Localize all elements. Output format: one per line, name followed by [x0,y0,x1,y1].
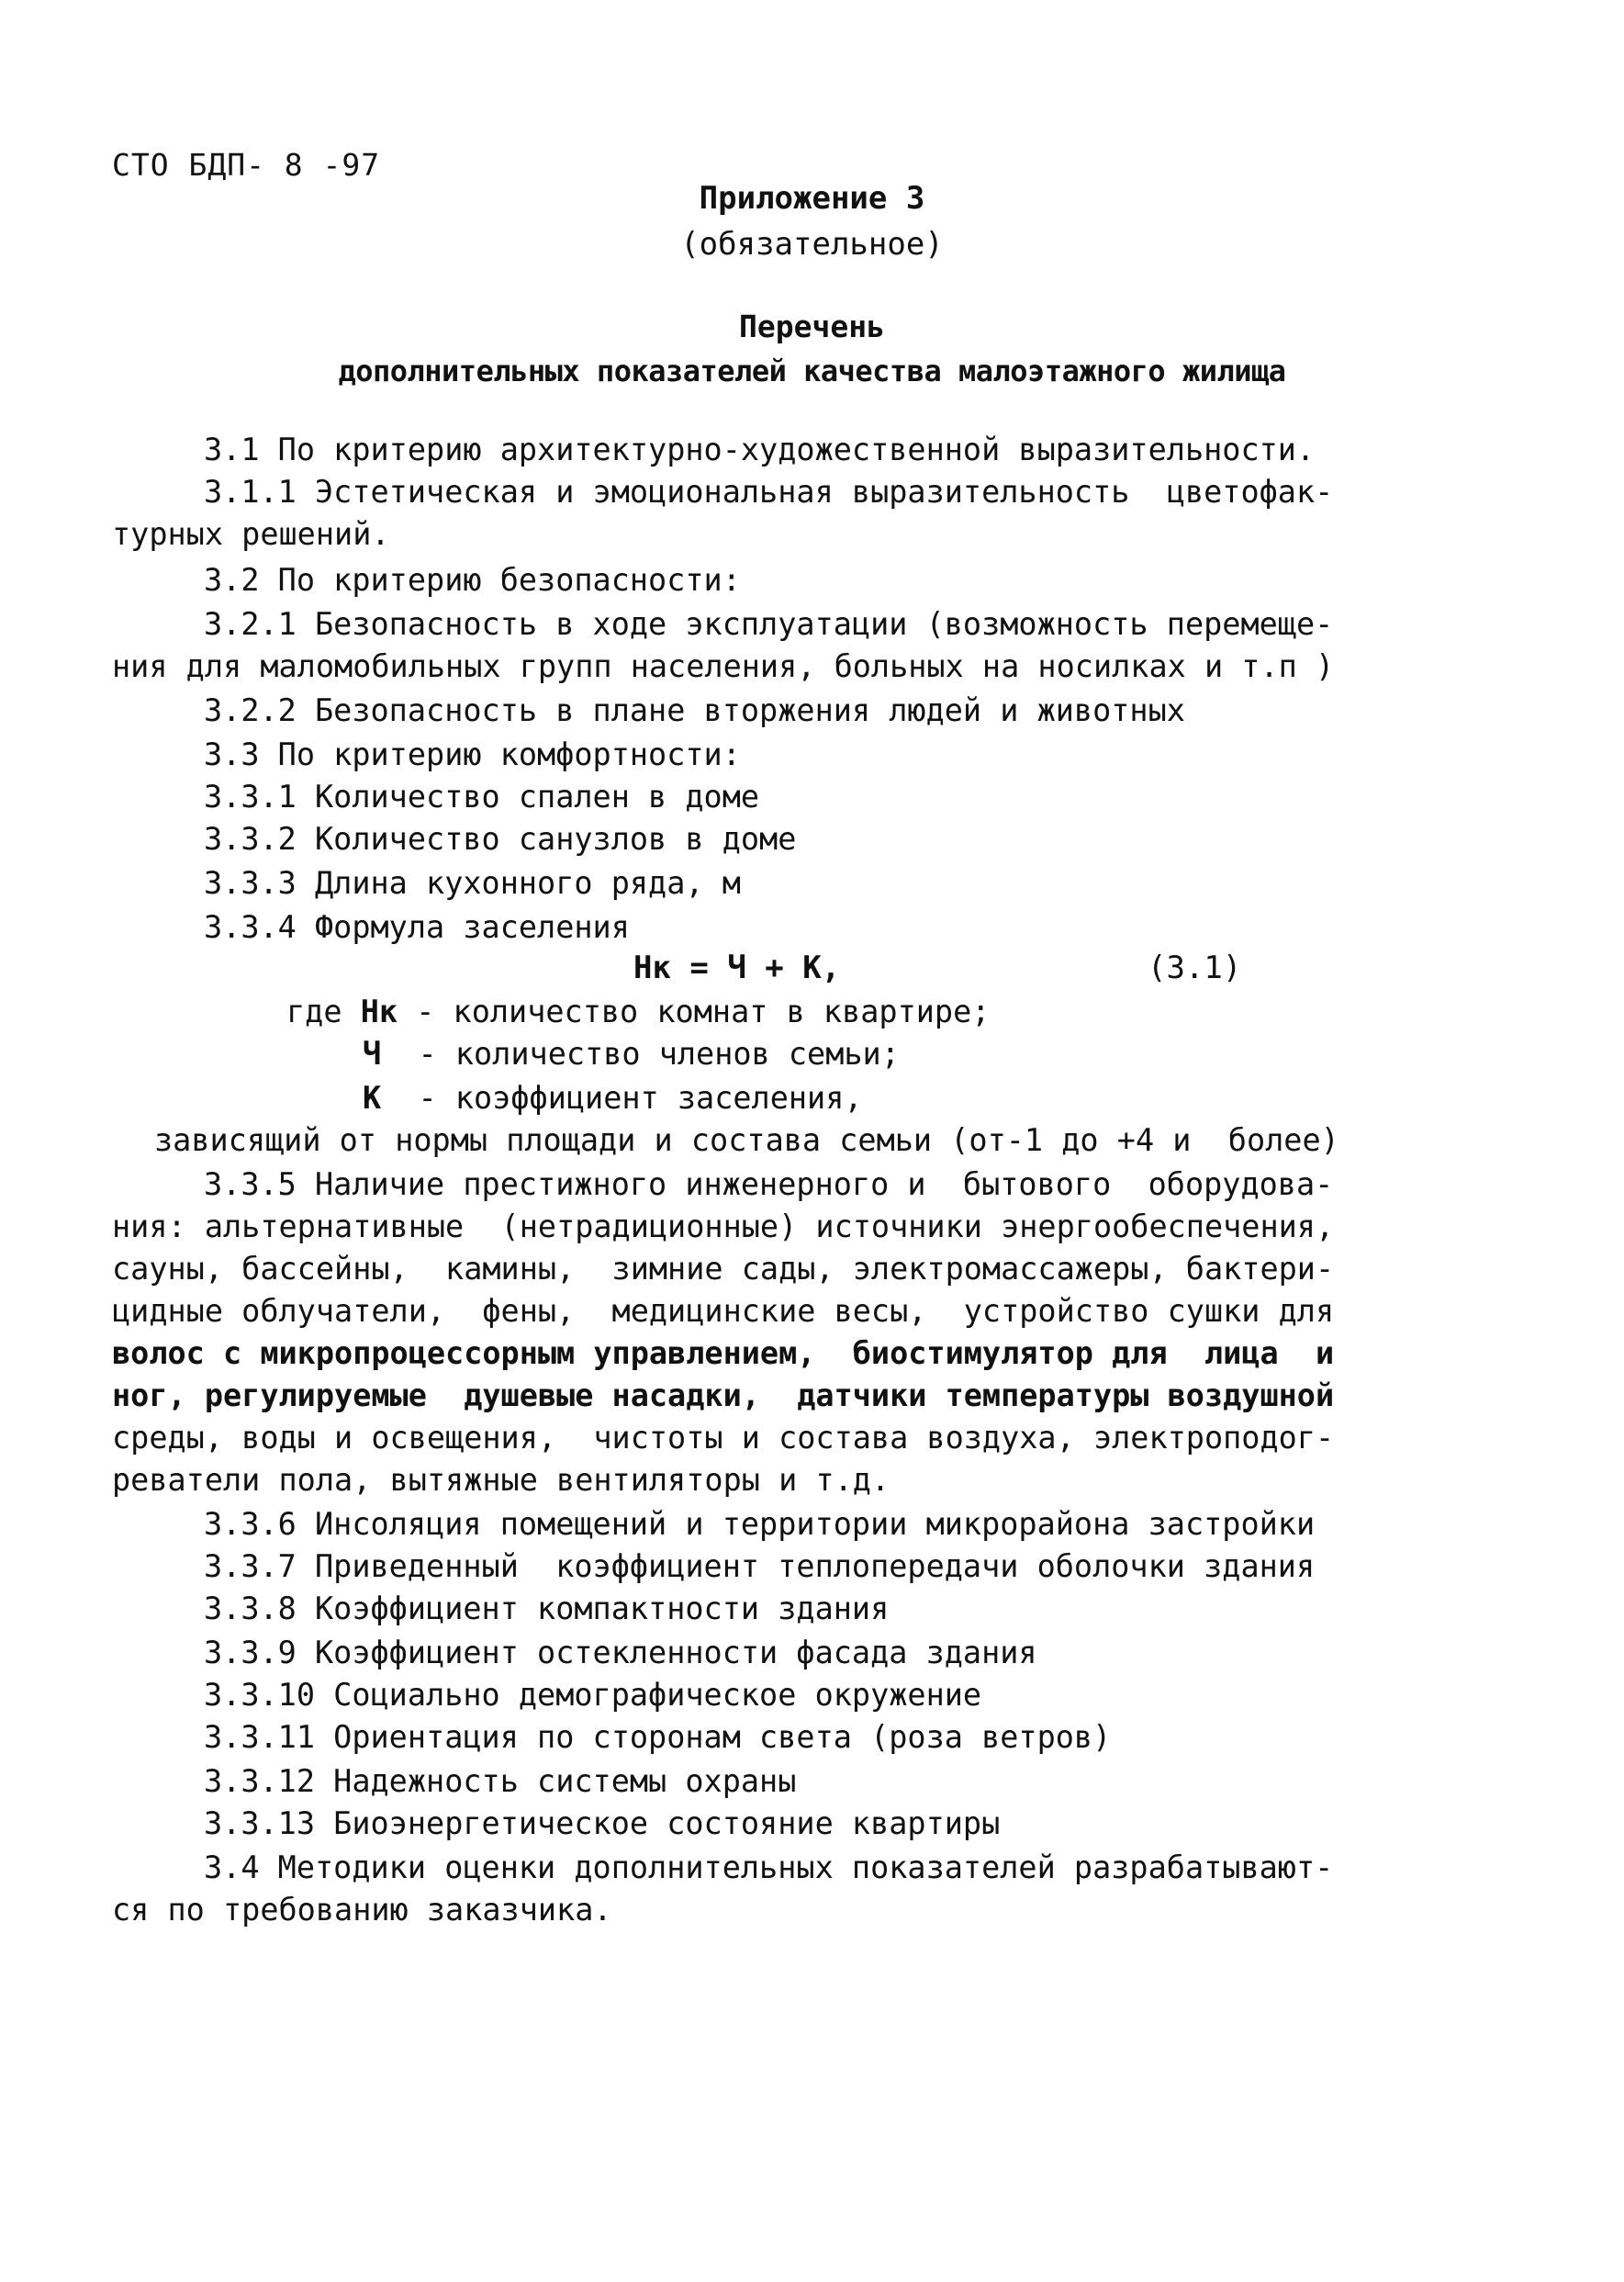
body-line: 3.1 По критерию архитектурно-художественной выразительности. [204,432,1316,467]
body-line: 3.3.2 Количество санузлов в доме [204,821,797,857]
body-line: 3.3.7 Приведенный коэффициент теплопередачи оболочки здания [204,1548,1316,1584]
body-line: ния для маломобильных групп населения, больных на носилках и т.п ) [112,648,1335,684]
where-line-1 [286,994,990,1030]
body-line: 3.2.2 Безопасность в плане вторжения людей и животных [204,692,1185,728]
body-line: реватели пола, вытяжные вентиляторы и т.д. [112,1462,890,1498]
body-line: 3.3.4 Формула заселения [204,909,630,945]
body-line: 3.3.9 Коэффициент остекленности фасада здания [204,1635,1037,1670]
body-line: среды, воды и освещения, чистоты и состава воздуха, электроподог- [112,1420,1335,1456]
body-line: 3.3.13 Биоэнергетическое состояние квартиры [204,1805,1001,1841]
body-line: сауны, бассейны, камины, зимние сады, электромассажеры, бактери- [112,1251,1335,1287]
body-line: ся по требованию заказчика. [112,1892,612,1928]
body-line: 3.2 По критерию безопасности: [204,562,741,598]
body-line: 3.3.10 Социально демографическое окружение [204,1677,982,1713]
body-line: 3.2.1 Безопасность в ходе эксплуатации (возможность перемеще- [204,606,1334,642]
body-line: ния: альтернативные (нетрадиционные) источники энергообеспечения, [112,1208,1335,1244]
where-symbol: К [363,1080,382,1116]
list-subtitle: дополнительных показателей качества малоэтажного жилища [338,354,1286,388]
appendix-subtitle: (обязательное) [680,226,944,263]
where-symbol: Нк [360,994,398,1029]
body-line: 3.3.6 Инсоляция помещений и территории микрорайона застройки [204,1506,1316,1542]
body-line: 3.3.3 Длина кухонного ряда, м [204,865,741,901]
body-line: 3.3.1 Количество спален в доме [204,779,760,815]
formula-number: (3.1) [1148,950,1242,986]
body-line: 3.1.1 Эстетическая и эмоциональная выразительность цветофак- [204,474,1334,510]
formula: Нк = Ч + К, [633,950,841,986]
body-line: зависящий от нормы площади и состава семьи (от-1 до +4 и более) [154,1122,1339,1158]
where-prefix: где [286,994,361,1029]
where-text: - количество комнат в квартире; [398,994,991,1029]
where-text: - количество членов семьи; [381,1036,900,1072]
body-line: волос с микропроцессорным управлением, биостимулятор для лица и [112,1335,1335,1371]
where-symbol: Ч [363,1036,382,1072]
body-line: турных решений. [112,516,390,552]
body-line: 3.3.12 Надежность системы охраны [204,1763,797,1799]
where-line-2 [363,1036,900,1073]
body-line: 3.4 Методики оценки дополнительных показателей разрабатывают- [204,1849,1334,1885]
list-title: Перечень [739,309,885,344]
body-line: 3.3.8 Коэффициент компактности здания [204,1591,890,1626]
body-line: цидные облучатели, фены, медицинские весы, устройство сушки для [112,1293,1335,1329]
appendix-title: Приложение 3 [699,180,925,217]
body-line: 3.3.11 Ориентация по сторонам света (роза ветров) [204,1719,1112,1755]
where-line-3 [363,1080,863,1117]
body-line: ног, регулируемые душевые насадки, датчики температуры воздушной [112,1377,1335,1413]
document-code: СТО БДП- 8 -97 [112,147,381,183]
body-line: 3.3 По критерию комфортности: [204,736,741,772]
body-line: 3.3.5 Наличие престижного инженерного и бытового оборудова- [204,1166,1334,1202]
where-text: - коэффициент заселения, [381,1080,863,1116]
